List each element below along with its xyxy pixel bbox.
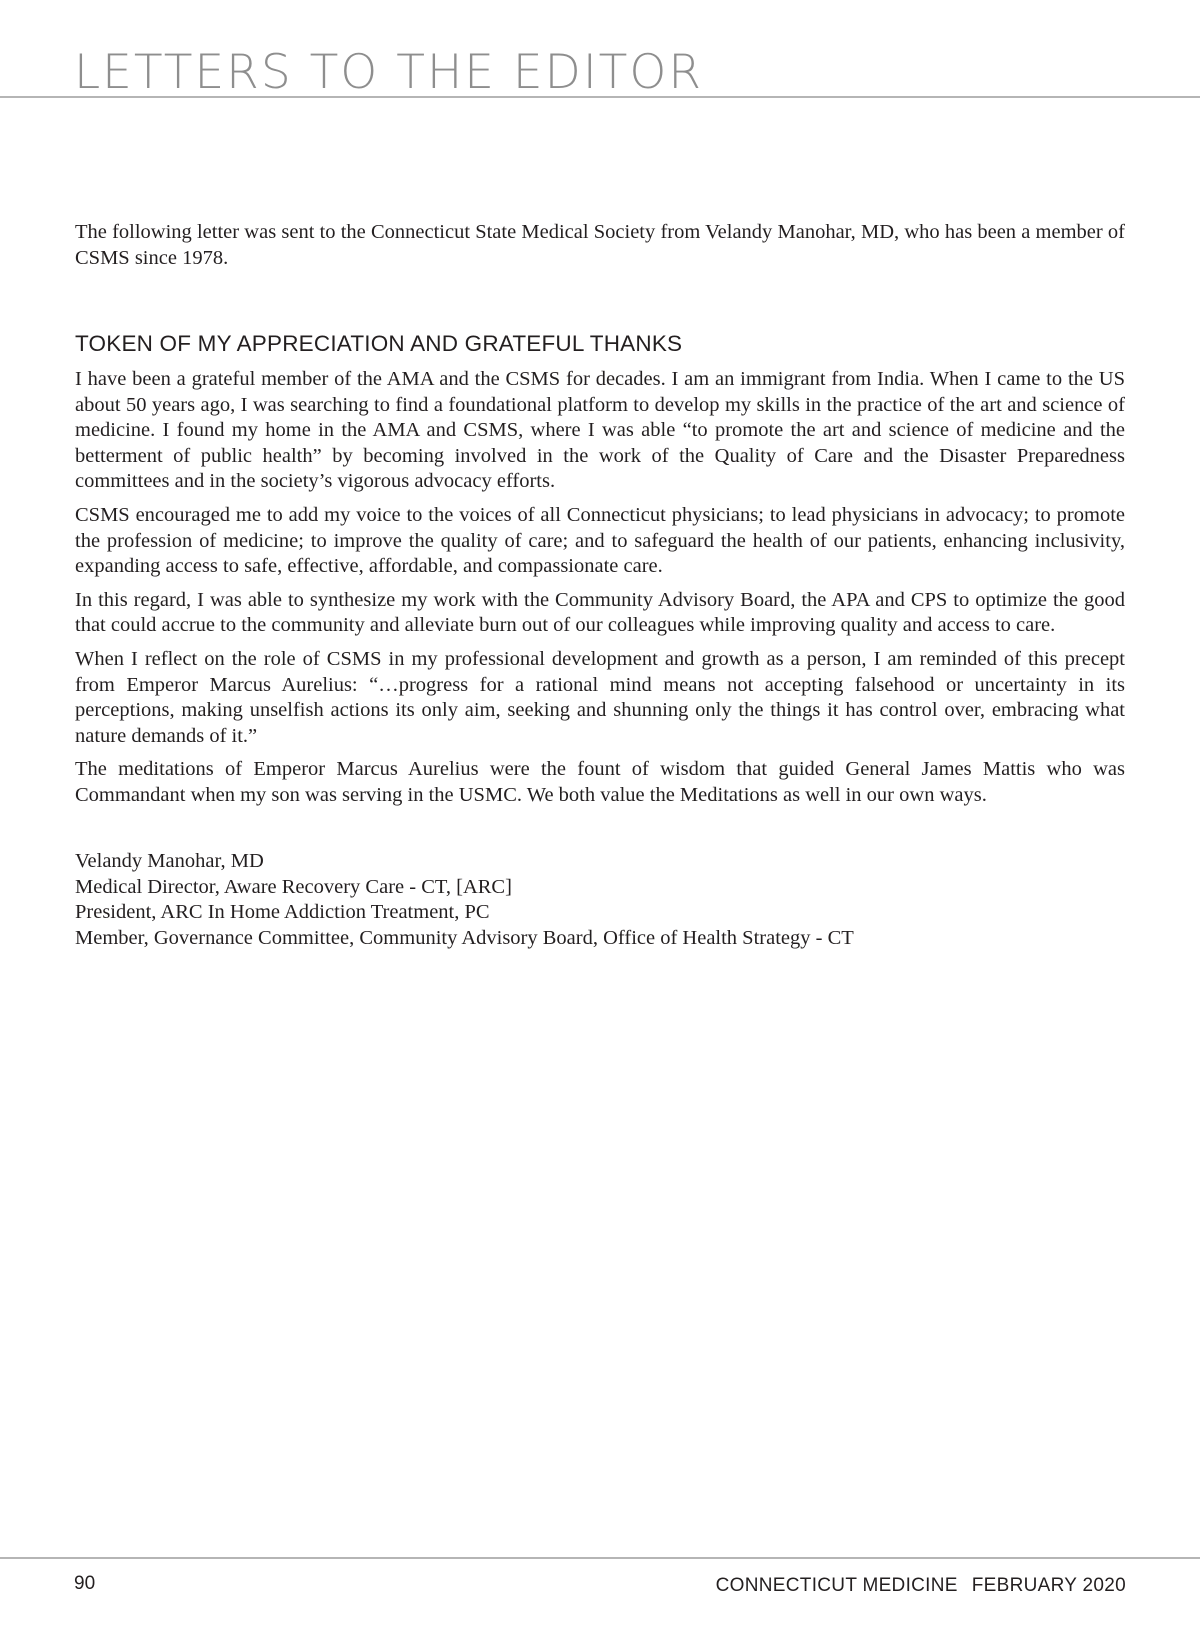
running-footer	[716, 1574, 1126, 1598]
signature-title: Member, Governance Committee, Community Advisory Board, Office of Health Strategy - CT	[75, 926, 854, 949]
letter-paragraph: In this regard, I was able to synthesize my work with the Community Advisory Board, the APA and CPS to optimize the good that could accrue to the community and alleviate burn out of our colleagues while improving quality and access to care.	[75, 588, 1125, 637]
signature-title: Medical Director, Aware Recovery Care - CT, [ARC]	[75, 875, 512, 898]
signature-name: Velandy Manohar, MD	[75, 850, 264, 872]
intro-paragraph: The following letter was sent to the Connecticut State Medical Society from Velandy Manohar, MD, who has been a member of CSMS since 1978.	[75, 221, 1125, 269]
footer-divider	[0, 1557, 1200, 1559]
page-number: 90	[74, 1573, 96, 1594]
issue-date: FEBRUARY 2020	[971, 1575, 1126, 1596]
letter-title: TOKEN OF MY APPRECIATION AND GRATEFUL THANKS	[75, 331, 683, 356]
signature-title: President, ARC In Home Addiction Treatment, PC	[75, 901, 490, 924]
letter-body	[75, 367, 1125, 817]
section-title: LETTERS TO THE EDITOR	[74, 45, 704, 100]
letter-paragraph: The meditations of Emperor Marcus Aurelius were the fount of wisdom that guided General James Mattis who was Commandant when my son was serving in the USMC. We both value the Meditations as well in our own ways.	[75, 758, 1125, 806]
letter-paragraph: I have been a grateful member of the AMA and the CSMS for decades. I am an immigrant from India. When I came to the US about 50 years ago, I was searching to find a foundational platform to develop my skills in the practice of the art and science of medicine. I found my home in the AMA and CSMS, where I was able “to promote the art and science of medicine and the betterment of public health” by becoming involved in the work of the Quality of Care and the Disaster Preparedness committees and in the society’s vigorous advocacy efforts.	[75, 368, 1125, 493]
publication-name: CONNECTICUT MEDICINE	[715, 1575, 958, 1596]
signature-block	[75, 849, 1125, 951]
letter-paragraph: When I reflect on the role of CSMS in my professional development and growth as a person, I am reminded of this precept from Emperor Marcus Aurelius: “…progress for a rational mind means not accepting falsehood or uncertainty in its perceptions, making unselfish actions its only aim, seeking and shunning only the things it has control over, embracing what nature demands of it.”	[75, 647, 1125, 747]
header-divider	[0, 96, 1200, 98]
letter-paragraph: CSMS encouraged me to add my voice to the voices of all Connecticut physicians; to lead physicians in advocacy; to promote the profession of medicine; to improve the quality of care; and to safeguard the health of our patients, enhancing inclusivity, expanding access to safe, effective, affordable, and compassionate care.	[75, 503, 1125, 578]
